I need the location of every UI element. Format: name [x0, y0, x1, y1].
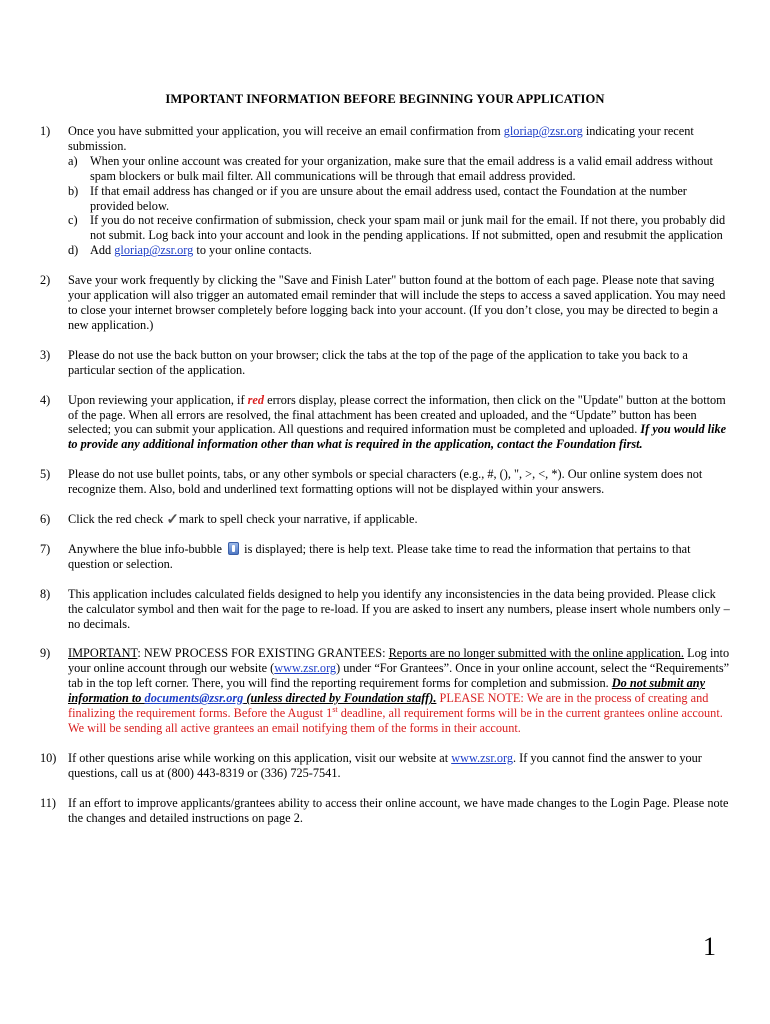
sub-item-text: Add — [90, 243, 115, 258]
sub-item-text: When your online account was created for your organization, make sure that the email address is a valid email address without spam blockers or bulk mail filter. All communications will be through that email address provided. — [90, 153, 713, 183]
list-item-10 — [40, 751, 730, 781]
item-number: 5) — [40, 467, 51, 482]
item-text: is displayed; there is help text. Please take time to read the information that pertains to that question or selection. — [68, 541, 691, 571]
sub-item-text: If that email address has changed or if you are unsure about the email address used, contact the Foundation at the number provided below. — [90, 183, 687, 213]
item-text: Please do not use bullet points, tabs, or any other symbols or special characters (e.g., #, (), ", >, <, *). Our online system does not recognize them. Also, bold and underlined text formatting options will not be displayed within your answers. — [68, 467, 703, 497]
website-link[interactable]: www.zsr.org — [451, 750, 514, 765]
item-text: . If you cannot find the answer to your questions, call us at (800) 443-8319 or (336) 725-7541. — [68, 750, 702, 780]
item-number: 10) — [40, 750, 57, 765]
item-text: ) under “For Grantees”. Once in your online account, select the “Requirements” tab in the top left corner. There, you will find the reporting requirement forms for completion and submission. — [68, 661, 730, 691]
list-item-8 — [40, 587, 730, 632]
item-number: 6) — [40, 512, 51, 527]
item-number: 1) — [40, 124, 51, 138]
sub-item-letter: c) — [68, 213, 78, 228]
item-number: 7) — [40, 541, 51, 556]
item-text: mark to spell check your narrative, if applicable. — [178, 512, 418, 527]
page-number: 1 — [703, 932, 716, 961]
email-link[interactable]: gloriap@zsr.org — [503, 124, 583, 138]
list-item-9 — [40, 646, 730, 735]
sub-item-a — [68, 154, 730, 184]
item-text: errors display, please correct the information, then click on the "Update" button at the bottom of the page. When all errors are resolved, the final attachment has been created and uploaded, and the “Update” button has been selected; you can submit your application. All questions and required information must be completed and uploaded. — [68, 392, 726, 437]
sub-item-letter: a) — [68, 153, 78, 168]
item-number: 3) — [40, 347, 51, 362]
list-item-3 — [40, 348, 730, 378]
red-notice-sup: st — [332, 705, 338, 714]
list-item-1 — [40, 124, 730, 258]
list-item-6 — [40, 512, 730, 527]
sub-item-c — [68, 213, 730, 243]
item-number: 2) — [40, 273, 51, 288]
item-number: 9) — [40, 646, 51, 661]
item-text: If an effort to improve applicants/grantees ability to access their online account, we have made changes to the Login Page. Please note the changes and detailed instructions on page 2. — [68, 795, 729, 825]
item-text: Once you have submitted your application, you will receive an email confirmation from — [68, 124, 504, 138]
bold-warning: (unless directed by Foundation staff). — [243, 691, 437, 706]
red-notice: deadline, all requirement forms will be in the current grantees online account. We will be sending all active grantees an email notifying them of the forms in their account. — [68, 706, 723, 735]
sub-item-letter: d) — [68, 243, 79, 258]
bold-warning: Do not submit any information to — [68, 676, 706, 706]
website-link[interactable]: www.zsr.org — [274, 661, 337, 676]
sub-item-letter: b) — [68, 183, 79, 198]
item-text: Please do not use the back button on your browser; click the tabs at the top of the page of the application to take you back to a particular section of the application. — [68, 347, 688, 377]
list-item-2 — [40, 273, 730, 333]
sub-item-text: to your online contacts. — [193, 243, 312, 258]
list-item-5 — [40, 467, 730, 497]
sub-item-d — [68, 243, 730, 258]
red-word: red — [247, 392, 265, 407]
list-item-11 — [40, 796, 730, 826]
item-text: Click the red check — [68, 512, 167, 527]
reports-note: Reports are no longer submitted with the online application. — [388, 646, 685, 661]
list-item-7 — [40, 542, 730, 572]
item-text: Anywhere the blue info-bubble — [68, 541, 226, 556]
important-label: IMPORTANT — [68, 646, 138, 661]
sub-item-text: If you do not receive confirmation of submission, check your spam mail or junk mail for the email. If not there, you probably did not submit. Log back into your account and look in the pending applications. If not submitted, open and resubmit the application — [90, 213, 726, 243]
item-number: 8) — [40, 586, 51, 601]
sub-item-b — [68, 184, 730, 214]
check-mark-icon: ✓ — [166, 512, 179, 529]
red-notice: PLEASE NOTE: We are in the process of creating and finalizing the requirement forms. Before the August 1 — [68, 691, 709, 721]
item-number: 11) — [40, 795, 56, 810]
page-title: IMPORTANT INFORMATION BEFORE BEGINNING YOUR APPLICATION — [165, 92, 605, 106]
item-text: Log into your online account through our website ( — [68, 646, 730, 676]
item-number: 4) — [40, 392, 51, 407]
item-heading: : NEW PROCESS FOR EXISTING GRANTEES: — [137, 646, 389, 661]
instructions-list — [40, 124, 730, 841]
info-bubble-icon — [228, 542, 239, 555]
email-link[interactable]: gloriap@zsr.org — [114, 243, 194, 258]
item-text: If other questions arise while working on this application, visit our website at — [68, 750, 452, 765]
item-text: Upon reviewing your application, if — [68, 392, 248, 407]
list-item-4 — [40, 393, 730, 453]
item-text: Save your work frequently by clicking the "Save and Finish Later" button found at the bottom of each page. Please note that saving your application will also trigger an automated email reminder that will include the steps to access a saved application. You may need to close your internet browser completely before logging back into your account. (If you don’t close, you may be directed to begin a new application.) — [68, 273, 726, 332]
documents-email-link[interactable]: documents@zsr.org — [144, 691, 244, 706]
item-text: indicating your recent submission. — [68, 124, 694, 153]
bold-note: If you would like to provide any additional information other than what is required in the application, contact the Foundation first. — [68, 422, 727, 452]
item-text: This application includes calculated fields designed to help you identify any inconsistencies in the data being provided. Please click the calculator symbol and then wait for the page to re-load. If you are asked to insert any numbers, please insert whole numbers only – no decimals. — [68, 586, 730, 631]
